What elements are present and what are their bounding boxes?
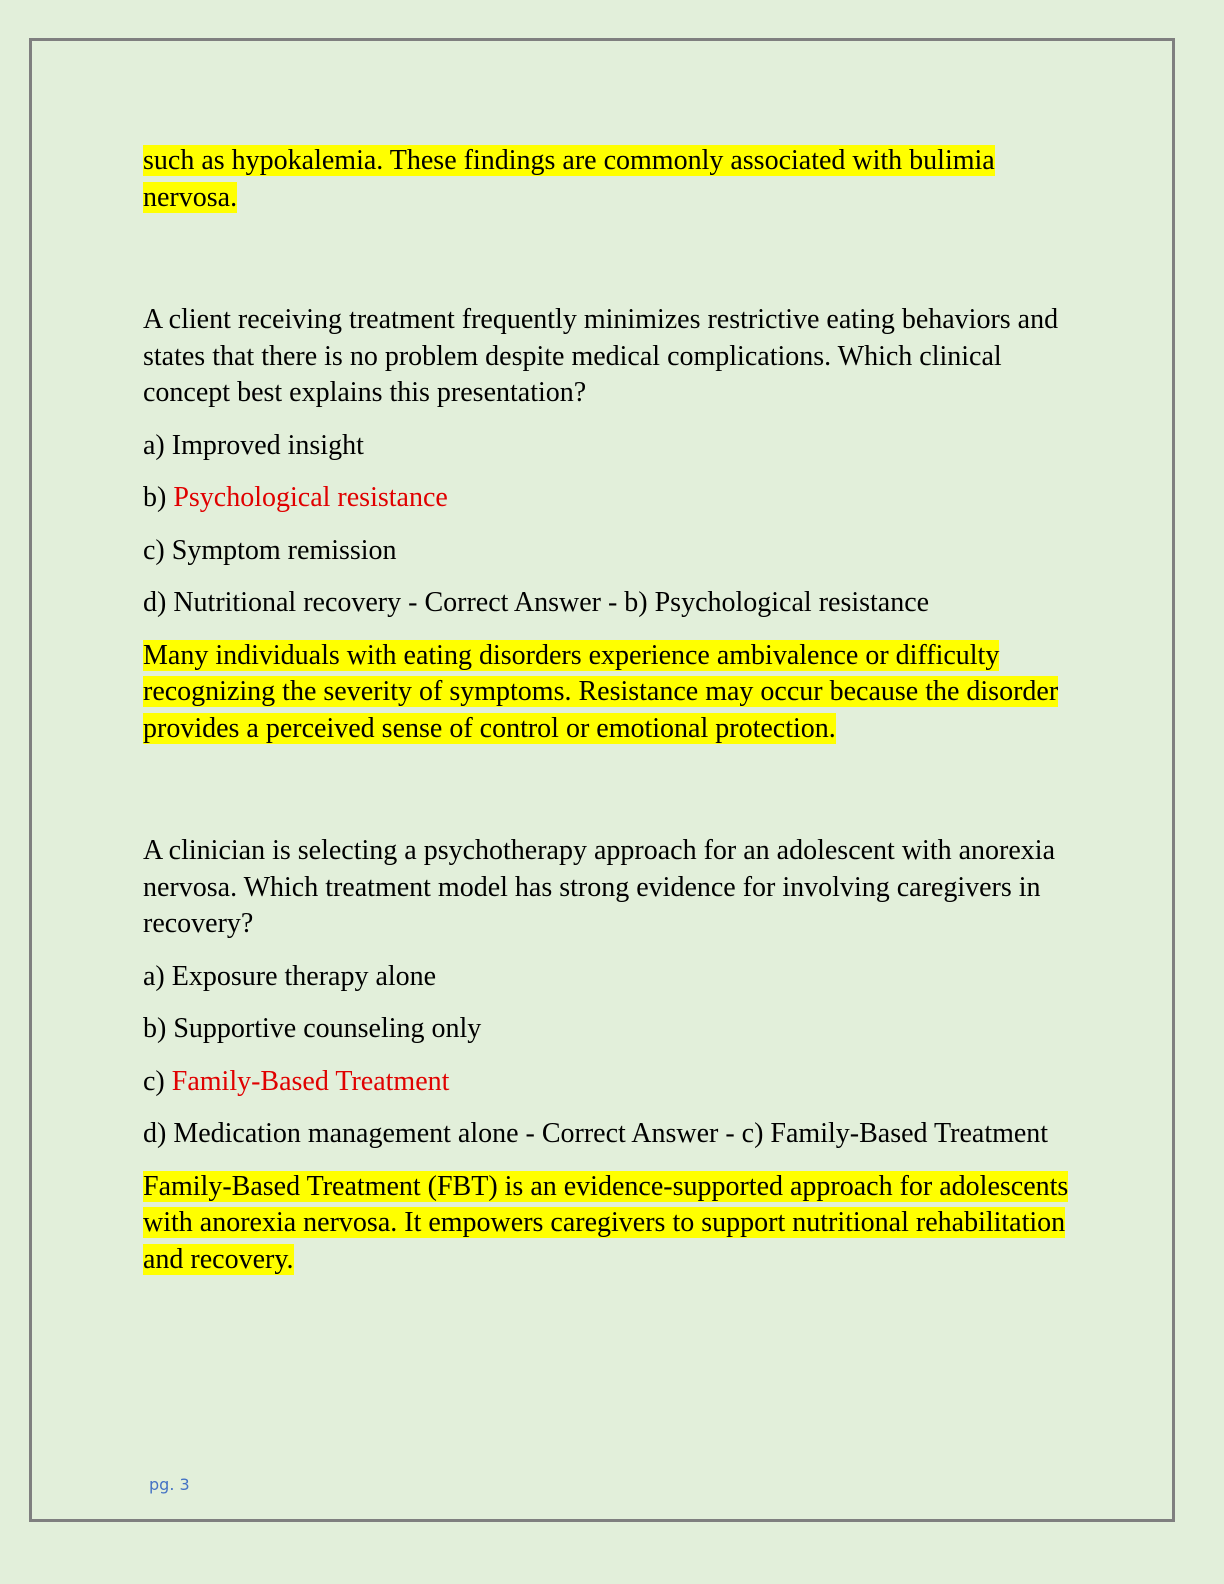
question-2-option-b bbox=[143, 1011, 1073, 1048]
page-number: pg. 3 bbox=[149, 1475, 190, 1494]
option-text: Supportive counseling only bbox=[173, 1013, 482, 1044]
option-prefix: c) bbox=[143, 534, 172, 566]
option-prefix: d) bbox=[143, 587, 174, 618]
question-1-option-a bbox=[143, 428, 1073, 465]
question-1-rationale bbox=[143, 638, 1073, 748]
question-2-stem: A clinician is selecting a psychotherapy approach for an adolescent with anorexia nervosa. Which treatment model has strong evidence for involving caregivers in recovery? bbox=[143, 835, 1055, 939]
question-1-option-d bbox=[143, 585, 1073, 622]
question-2-option-c bbox=[143, 1064, 1073, 1101]
intro-highlighted-text: such as hypokalemia. These findings are commonly associated with bulimia nervosa. bbox=[143, 145, 995, 213]
question-2 bbox=[143, 833, 1073, 1278]
option-prefix: a) bbox=[143, 960, 172, 992]
rationale-highlighted-text: Family-Based Treatment (FBT) is an evidence-supported approach for adolescents with anorexia nervosa. It empowers caregivers to support nutritional rehabilitation and recovery. bbox=[143, 1170, 1069, 1275]
option-prefix: b) bbox=[143, 1013, 174, 1044]
option-prefix: a) bbox=[143, 429, 172, 461]
question-1-option-c bbox=[143, 533, 1073, 570]
option-prefix: d) bbox=[143, 1118, 174, 1149]
option-text: Improved insight bbox=[171, 429, 364, 461]
option-prefix: b) bbox=[143, 482, 174, 513]
option-text: Medication management alone - Correct Answer - c) Family-Based Treatment bbox=[173, 1118, 1049, 1149]
option-text: Exposure therapy alone bbox=[171, 960, 437, 992]
option-text: Symptom remission bbox=[171, 534, 397, 566]
question-1-option-b bbox=[143, 480, 1073, 517]
question-1 bbox=[143, 302, 1073, 747]
document-body bbox=[143, 143, 1073, 1278]
option-prefix: c) bbox=[143, 1065, 172, 1097]
question-2-option-a bbox=[143, 959, 1073, 996]
question-1-stem: A client receiving treatment frequently minimizes restrictive eating behaviors and states that there is no problem despite medical complications. Which clinical concept best explains this presentation? bbox=[143, 304, 1059, 408]
correct-option-text: Family-Based Treatment bbox=[171, 1065, 450, 1097]
question-2-option-d bbox=[143, 1116, 1073, 1153]
rationale-highlighted-text: Many individuals with eating disorders experience ambivalence or difficulty recognizing the severity of symptoms. Resistance may occur because the disorder provides a perceived sense of control or emotional protection. bbox=[143, 639, 1059, 744]
correct-option-text: Psychological resistance bbox=[173, 482, 448, 513]
option-text: Nutritional recovery - Correct Answer - b) Psychological resistance bbox=[173, 587, 930, 618]
question-2-rationale bbox=[143, 1169, 1073, 1279]
intro-paragraph bbox=[143, 143, 1073, 216]
